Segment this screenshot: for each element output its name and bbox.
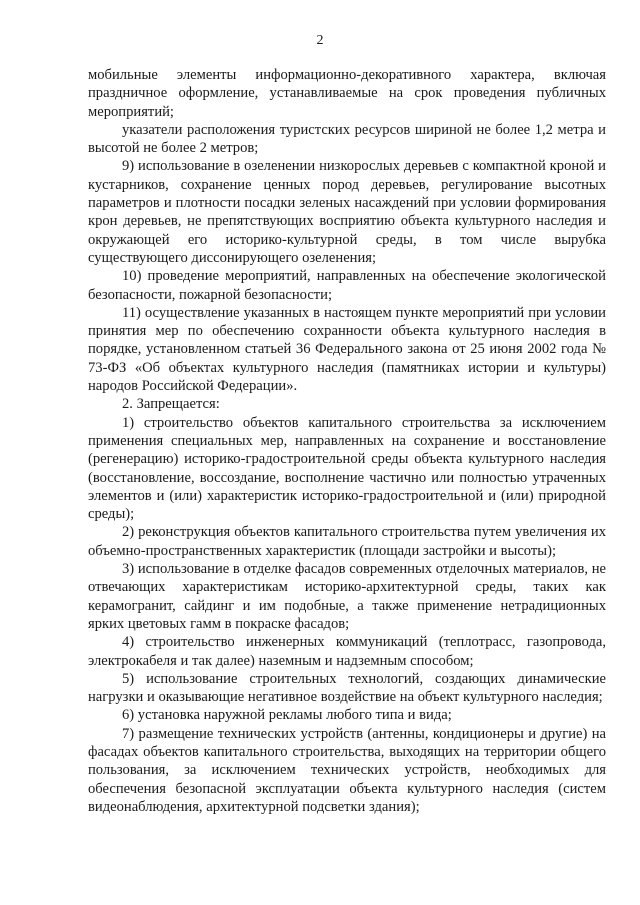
paragraph: 4) строительство инженерных коммуникаций (теплотрасс, газопровода, электрокабеля и так далее) наземным и надземным способом; — [88, 634, 606, 669]
paragraph: 9) использование в озеленении низкорослых деревьев с компактной кроной и кустарников, сохранение ценных пород деревьев, регулирование высотных параметров и плотности посадки зеленых насаждений при условии формирования крон деревьев, не препятствующих восприятию объекта культурного наследия и окружающей его историко-культурной среды, в том числе вырубка существующего диссонирующего озеленения; — [88, 158, 606, 266]
paragraph: 7) размещение технических устройств (антенны, кондиционеры и другие) на фасадах объектов капитального строительства, выходящих на территории общего пользования, за исключением технических устройств, необходимых для обеспечения безопасной эксплуатации объекта культурного наследия (систем видеонаблюдения, архитектурной подсветки здания); — [88, 725, 606, 815]
paragraph: 5) использование строительных технологий, создающих динамические нагрузки и оказывающие негативное воздействие на объект культурного наследия; — [88, 670, 606, 706]
page-number: 2 — [316, 33, 324, 48]
paragraph: 6) установка наружной рекламы любого типа и вида; — [122, 707, 452, 724]
document-body — [88, 66, 606, 816]
paragraph: 1) строительство объектов капитального строительства за исключением применения специальных мер, направленных на сохранение и восстановление (регенерацию) историко-градостроительной среды объекта культурного наследия (восстановление, воссоздание, восполнение частично или полностью утраченных элементов и (или) характеристик историко-градостроительной и (или) природной среды); — [88, 414, 606, 523]
paragraph: 3) использование в отделке фасадов современных отделочных материалов, не отвечающих характеристикам историко-архитектурной среды, таких как керамогранит, сайдинг и им подобные, а также применение нетрадиционных ярких цветовых гамм в покраске фасадов; — [88, 561, 606, 632]
paragraph: 11) осуществление указанных в настоящем пункте мероприятий при условии принятия мер по обеспечению сохранности объекта культурного наследия в порядке, установленном статьей 36 Федерального закона от 25 июня 2002 года № 73-ФЗ «Об объектах культурного наследия (памятниках истории и культуры) народов Российской Федерации». — [88, 304, 606, 395]
paragraph: мобильные элементы информационно-декоративного характера, включая праздничное оформление, устанавливаемые на срок проведения публичных мероприятий; — [88, 67, 606, 120]
section-heading: 2. Запрещается: — [122, 396, 220, 413]
paragraph: указатели расположения туристских ресурсов шириной не более 1,2 метра и высотой не более 2 метров; — [88, 121, 606, 157]
paragraph: 2) реконструкция объектов капитального строительства путем увеличения их объемно-пространственных характеристик (площади застройки и высоты); — [88, 524, 606, 559]
paragraph: 10) проведение мероприятий, направленных на обеспечение экологической безопасности, пожарной безопасности; — [88, 268, 606, 303]
